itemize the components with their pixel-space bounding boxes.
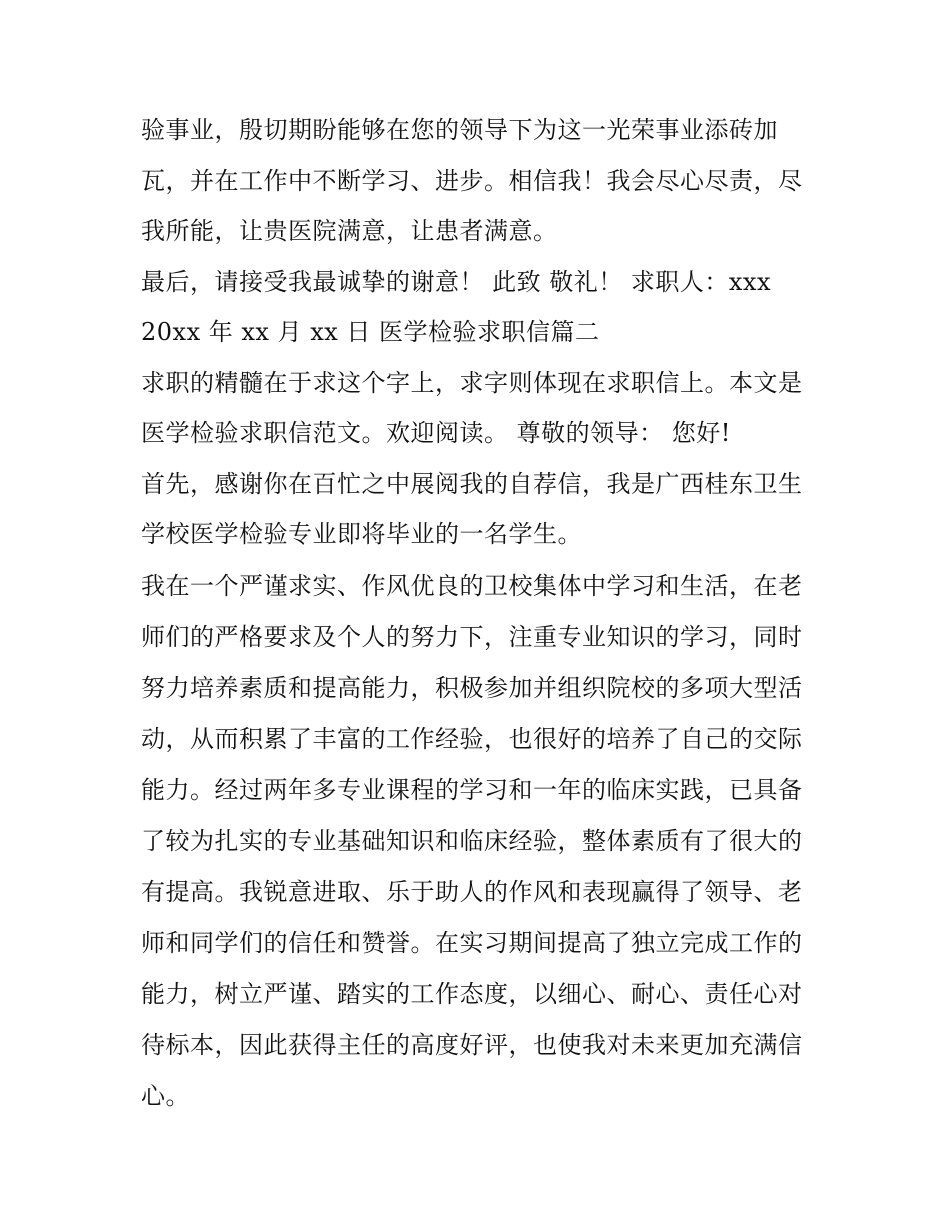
text-line: 能力，树立严谨、踏实的工作态度，以细心、耐心、责任心对 bbox=[141, 980, 803, 1008]
text-line: 我所能，让贵医院满意，让患者满意。 bbox=[141, 217, 558, 245]
text-line: 我在一个严谨求实、作风优良的卫校集体中学习和生活，在老 bbox=[141, 572, 803, 600]
text-line: 有提高。我锐意进取、乐于助人的作风和表现赢得了领导、老 bbox=[141, 878, 803, 906]
text-line: 动，从而积累了丰富的工作经验，也很好的培养了自己的交际 bbox=[141, 725, 803, 753]
text-line: 待标本，因此获得主任的高度好评，也使我对未来更加充满信 bbox=[141, 1031, 803, 1059]
text-line: 最后，请接受我最诚挚的谢意！ 此致 敬礼！ 求职人：xxx bbox=[141, 268, 771, 296]
text-line: 瓦，并在工作中不断学习、进步。相信我！我会尽心尽责，尽 bbox=[141, 167, 803, 195]
text-line: 首先，感谢你在百忙之中展阅我的自荐信，我是广西桂东卫生 bbox=[141, 470, 803, 498]
text-line: 20xx 年 xx 月 xx 日 医学检验求职信篇二 bbox=[141, 318, 600, 346]
text-line: 了较为扎实的专业基础知识和临床经验，整体素质有了很大的 bbox=[141, 827, 803, 855]
text-line: 医学检验求职信范文。欢迎阅读。 尊敬的领导： 您好! bbox=[141, 419, 731, 447]
text-line: 验事业，殷切期盼能够在您的领导下为这一光荣事业添砖加 bbox=[141, 116, 778, 144]
text-line: 师和同学们的信任和赞誉。在实习期间提高了独立完成工作的 bbox=[141, 929, 803, 957]
text-line: 师们的严格要求及个人的努力下，注重专业知识的学习，同时 bbox=[141, 623, 803, 651]
text-line: 努力培养素质和提高能力，积极参加并组织院校的多项大型活 bbox=[141, 674, 803, 702]
text-line: 学校医学检验专业即将毕业的一名学生。 bbox=[141, 520, 582, 548]
text-line: 心。 bbox=[141, 1082, 190, 1110]
text-line: 求职的精髓在于求这个字上，求字则体现在求职信上。本文是 bbox=[141, 369, 803, 397]
text-line: 能力。经过两年多专业课程的学习和一年的临床实践，已具备 bbox=[141, 776, 803, 804]
